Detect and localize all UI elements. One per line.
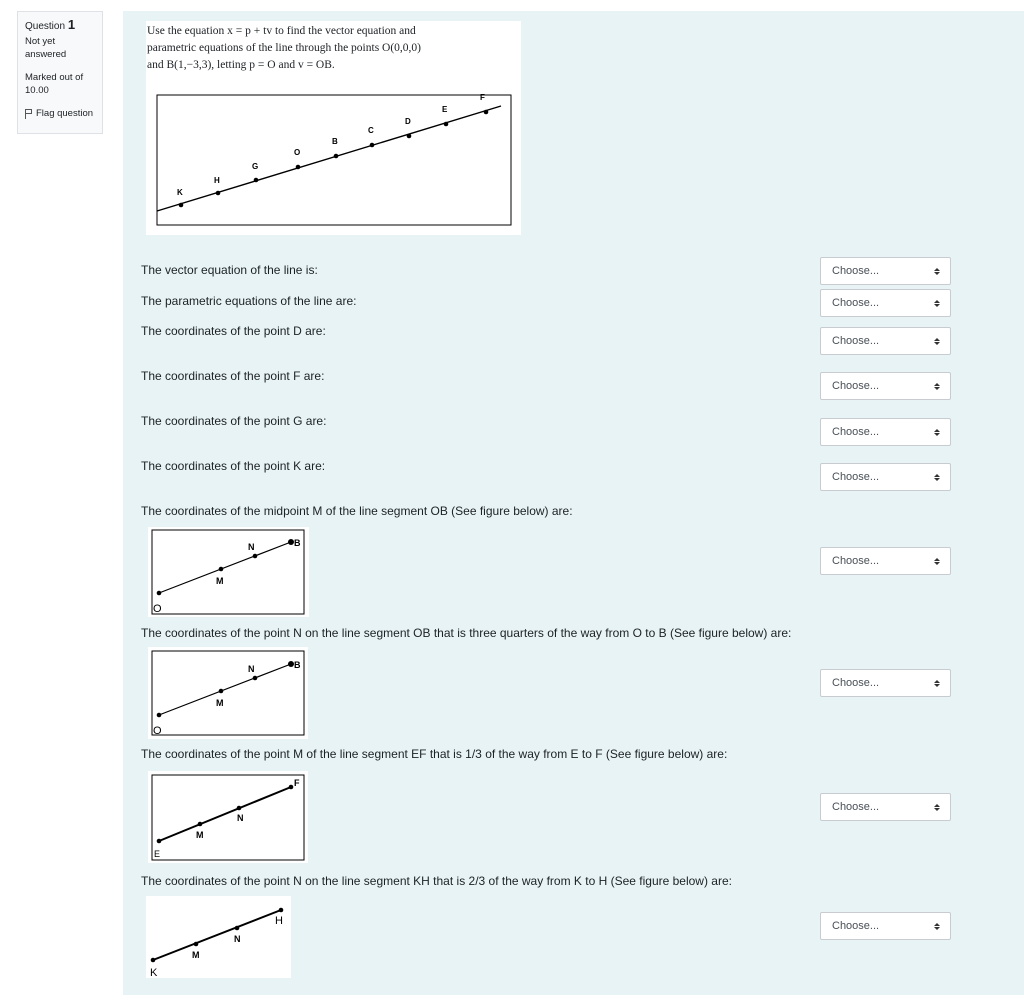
prompt-point-k: The coordinates of the point K are: <box>141 459 326 473</box>
point-m <box>219 567 224 572</box>
point-label-n: N <box>248 664 255 674</box>
point-label-k: K <box>150 967 158 978</box>
point-label-m: M <box>192 950 200 960</box>
select-arrows-icon <box>934 383 940 390</box>
question-info-panel <box>17 11 103 134</box>
point-label-e: E <box>154 849 161 859</box>
point-c <box>370 143 375 148</box>
point-label-b: B <box>294 538 301 548</box>
intro-line-2: parametric equations of the line through the points O(0,0,0) <box>147 42 422 54</box>
select-arrows-icon <box>934 558 940 565</box>
select-point-n-kh[interactable] <box>820 912 951 940</box>
point-f <box>484 110 489 115</box>
question-state: Not yet answered <box>25 36 67 60</box>
figure-kh <box>146 896 291 978</box>
prompt-point-n-ob: The coordinates of the point N on the line segment OB that is three quarters of the way from O to B (See figure below) are: <box>141 626 792 640</box>
select-value: Choose... <box>832 801 880 813</box>
point-label-b: B <box>332 137 338 146</box>
question-number <box>25 18 95 34</box>
point-o <box>157 591 162 596</box>
flag-icon <box>25 109 32 119</box>
diagram-frame <box>157 95 511 225</box>
select-parametric-equations[interactable] <box>820 289 951 317</box>
select-point-k[interactable] <box>820 463 951 491</box>
point-label-f: F <box>480 93 485 102</box>
select-arrows-icon <box>934 429 940 436</box>
prompt-midpoint-m-ob: The coordinates of the midpoint M of the line segment OB (See figure below) are: <box>141 504 573 518</box>
prompt-point-g: The coordinates of the point G are: <box>141 414 327 428</box>
flag-question-label: Flag question <box>36 108 94 119</box>
select-value: Choose... <box>832 471 880 483</box>
select-arrows-icon <box>934 680 940 687</box>
prompt-parametric-equations: The parametric equations of the line are: <box>141 294 357 308</box>
point-label-m: M <box>216 698 224 708</box>
point-label-n: N <box>248 542 255 552</box>
point-label-m: M <box>196 830 204 840</box>
point-label-g: G <box>252 162 259 171</box>
flag-question-link[interactable] <box>25 107 95 121</box>
prompt-vector-equation: The vector equation of the line is: <box>141 263 318 277</box>
intro-line-3: and B(1,−3,3), letting p = O and v = OB. <box>147 59 335 71</box>
point-o <box>157 713 162 718</box>
select-point-n-ob[interactable] <box>820 669 951 697</box>
point-o <box>296 165 301 170</box>
line-diagram <box>146 21 521 235</box>
figure-ef <box>148 771 308 863</box>
point-m <box>198 822 203 827</box>
point-m <box>194 942 199 947</box>
point-n <box>253 554 258 559</box>
point-label-o: O <box>153 725 162 737</box>
select-point-m-ef[interactable] <box>820 793 951 821</box>
select-value: Choose... <box>832 677 880 689</box>
point-label-e: E <box>442 105 448 114</box>
select-value: Choose... <box>832 920 880 932</box>
point-label-b: B <box>294 660 301 670</box>
intro-line-1: Use the equation x = p + tv to find the vector equation and <box>147 25 416 37</box>
point-h <box>216 191 221 196</box>
select-arrows-icon <box>934 804 940 811</box>
point-label-o: O <box>294 148 301 157</box>
point-b <box>334 154 339 159</box>
select-point-d[interactable] <box>820 327 951 355</box>
point-label-d: D <box>405 117 411 126</box>
prompt-point-n-kh: The coordinates of the point N on the line segment KH that is 2/3 of the way from K to H (See figure below) are: <box>141 874 732 888</box>
question-label: Question <box>25 21 66 32</box>
select-value: Choose... <box>832 335 880 347</box>
select-arrows-icon <box>934 338 940 345</box>
figure-ef-svg <box>148 771 308 863</box>
select-value: Choose... <box>832 426 880 438</box>
select-value: Choose... <box>832 265 880 277</box>
intro-figure <box>146 21 521 235</box>
prompt-point-f: The coordinates of the point F are: <box>141 369 325 383</box>
question-grade: Marked out of 10.00 <box>25 72 84 96</box>
point-label-k: K <box>177 188 183 197</box>
question-number-value: 1 <box>67 17 76 32</box>
select-arrows-icon <box>934 474 940 481</box>
point-label-n: N <box>234 934 241 944</box>
point-g <box>254 178 259 183</box>
figure-ob-three-quarters-svg <box>148 647 308 739</box>
figure-ob-midpoint <box>148 527 309 617</box>
select-value: Choose... <box>832 297 880 309</box>
select-value: Choose... <box>832 380 880 392</box>
point-n <box>253 676 258 681</box>
point-m <box>219 689 224 694</box>
point-label-n: N <box>237 813 244 823</box>
select-point-f[interactable] <box>820 372 951 400</box>
point-n <box>237 806 242 811</box>
point-e <box>157 839 162 844</box>
point-n <box>235 926 240 931</box>
point-label-f: F <box>294 778 300 788</box>
select-point-g[interactable] <box>820 418 951 446</box>
point-label-h: H <box>214 176 220 185</box>
prompt-point-m-ef: The coordinates of the point M of the line segment EF that is 1/3 of the way from E to F (See figure below) are: <box>141 747 728 761</box>
point-label-m: M <box>216 576 224 586</box>
select-arrows-icon <box>934 268 940 275</box>
select-arrows-icon <box>934 923 940 930</box>
point-f <box>289 785 294 790</box>
select-value: Choose... <box>832 555 880 567</box>
point-label-h: H <box>275 915 283 927</box>
prompt-point-d: The coordinates of the point D are: <box>141 324 326 338</box>
point-d <box>407 134 412 139</box>
point-label-c: C <box>368 126 374 135</box>
point-k <box>151 958 156 963</box>
point-label-o: O <box>153 603 162 615</box>
question-content <box>123 11 1024 995</box>
figure-ob-midpoint-svg <box>148 527 309 617</box>
point-k <box>179 203 184 208</box>
select-midpoint-m-ob[interactable] <box>820 547 951 575</box>
figure-ob-three-quarters <box>148 647 308 739</box>
select-arrows-icon <box>934 300 940 307</box>
figure-kh-svg <box>146 896 291 978</box>
point-e <box>444 122 449 127</box>
point-h <box>279 908 284 913</box>
select-vector-equation[interactable] <box>820 257 951 285</box>
